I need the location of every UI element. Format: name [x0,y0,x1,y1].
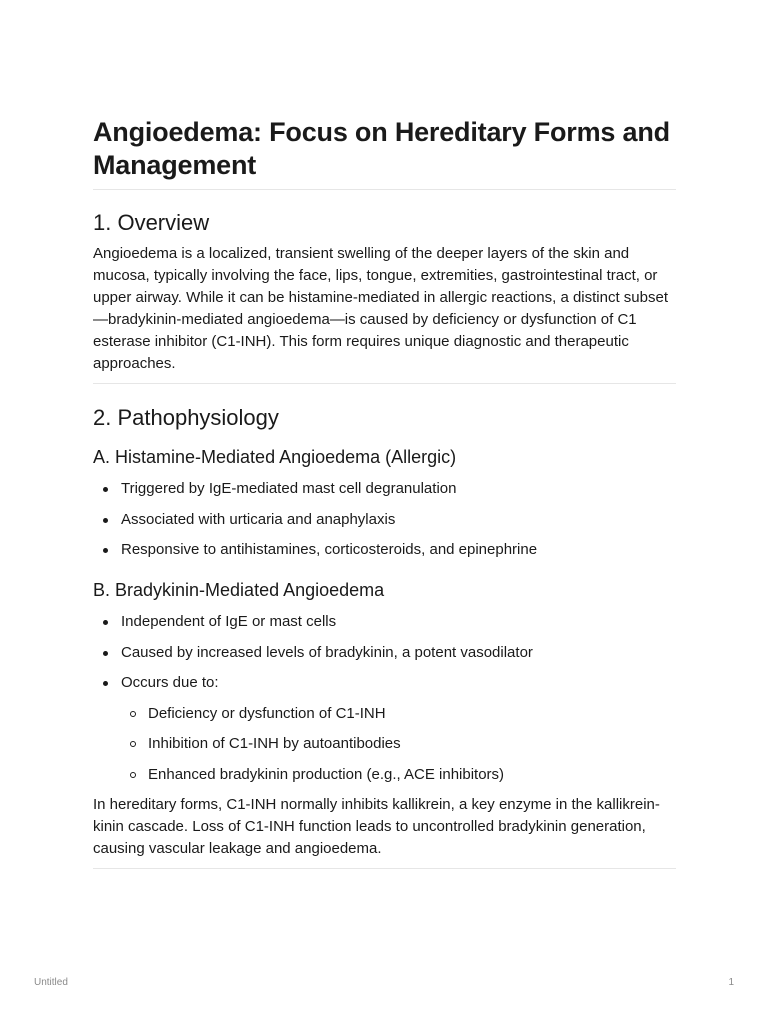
causes-sublist [121,703,676,786]
document-title: Angioedema: Focus on Hereditary Forms and Management [93,116,676,190]
pathophysiology-section [93,384,676,869]
list-item-label: Occurs due to: [121,674,219,691]
overview-paragraph: Angioedema is a localized, transient swelling of the deeper layers of the skin and mucosa, typically involving the face, lips, tongue, extremities, gastrointestinal tract, or upper airway. While it can be histamine-mediated in allergic reactions, a distinct subset—bradykinin-mediated angioedema—is caused by deficiency or dysfunction of C1 esterase inhibitor (C1-INH). This form requires unique diagnostic and therapeutic approaches. [93,245,668,372]
histamine-list [93,478,676,561]
sublist-item: Inhibition of C1-INH by autoantibodies [121,733,676,755]
sublist-item: Enhanced bradykinin production (e.g., ACE inhibitors) [121,764,676,786]
bradykinin-subheading: B. Bradykinin-Mediated Angioedema [93,580,385,600]
histamine-subheading: A. Histamine-Mediated Angioedema (Allergic) [93,447,457,467]
list-item [93,672,676,786]
list-item: Associated with urticaria and anaphylaxis [93,509,676,531]
sublist-item: Deficiency or dysfunction of C1-INH [121,703,676,725]
pathophysiology-heading: 2. Pathophysiology [93,405,279,430]
list-item: Caused by increased levels of bradykinin, a potent vasodilator [93,642,676,664]
footer-page-number: 1 [728,977,734,988]
list-item: Independent of IgE or mast cells [93,611,676,633]
hereditary-paragraph: In hereditary forms, C1-INH normally inhibits kallikrein, a key enzyme in the kallikrein-kinin cascade. Loss of C1-INH function leads to uncontrolled bradykinin generation, causing vascular leakage and angioedema. [93,796,660,857]
overview-section [93,190,676,384]
overview-heading: 1. Overview [93,210,210,235]
footer-document-name: Untitled [34,977,68,988]
list-item: Triggered by IgE-mediated mast cell degranulation [93,478,676,500]
list-item: Responsive to antihistamines, corticosteroids, and epinephrine [93,539,676,561]
document-page [93,116,676,869]
bradykinin-list [93,611,676,786]
